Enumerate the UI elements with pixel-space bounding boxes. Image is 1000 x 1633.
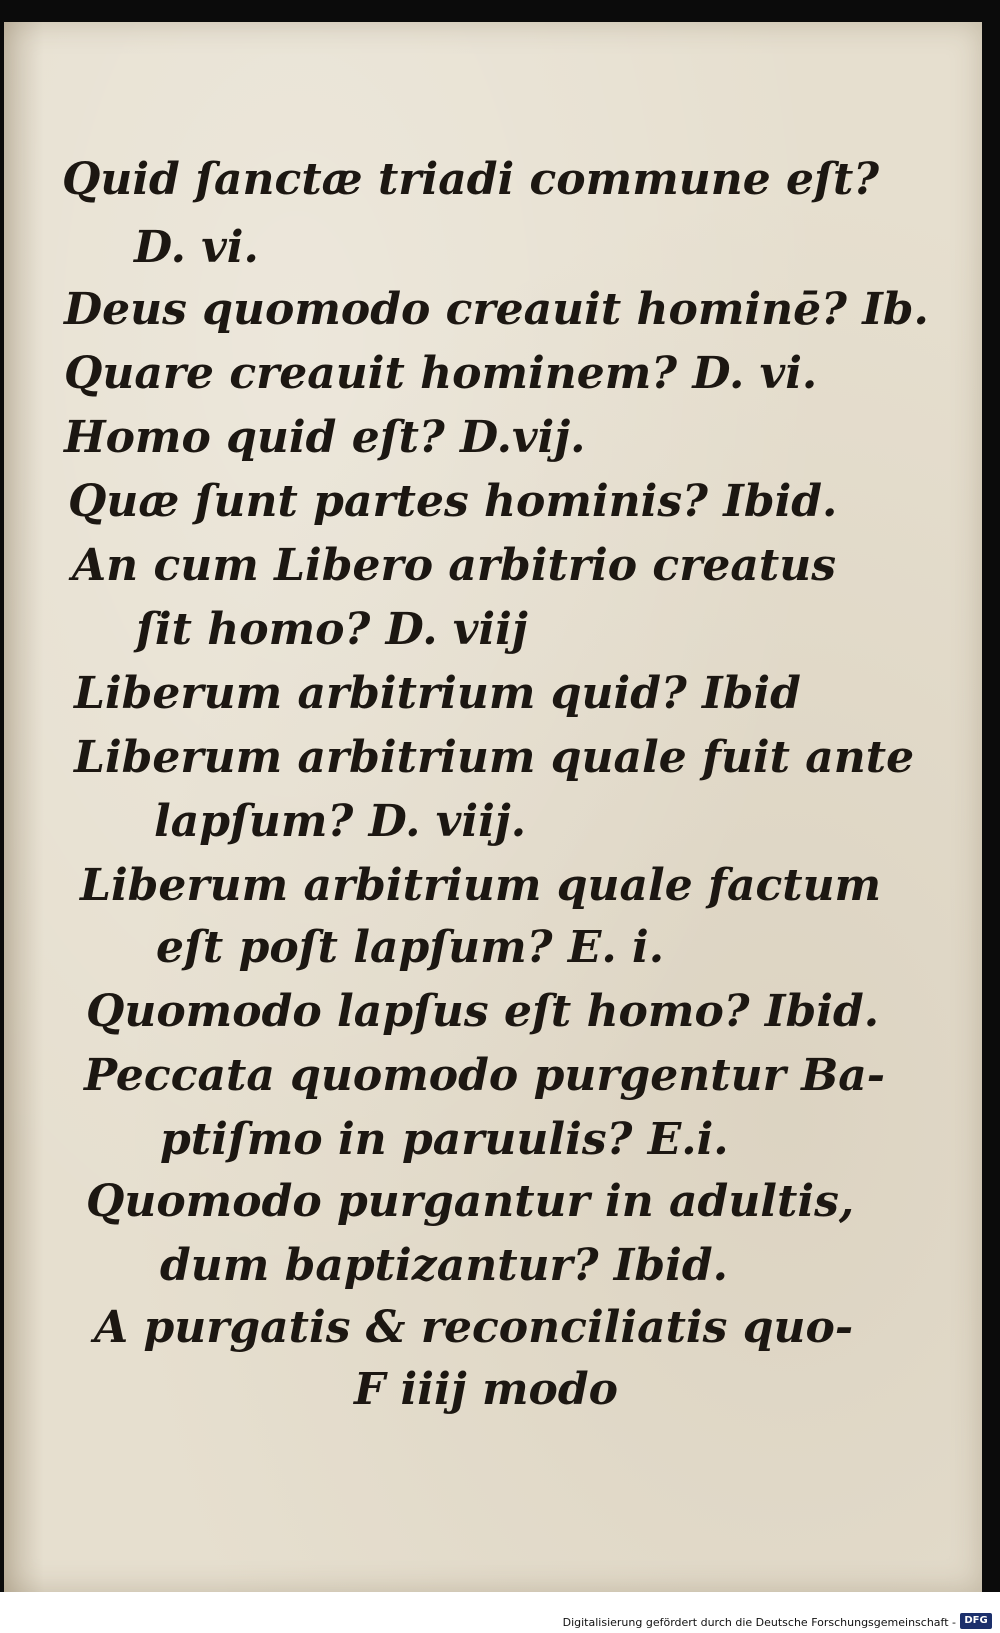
text-line: A purgatis & reconciliatis quo- [94,1302,854,1353]
text-line: An cum Libero arbitrio creatus [72,540,836,591]
text-line: Quomodo purgantur in adultis, [86,1176,855,1227]
page-text [4,22,982,1592]
text-line: D. vi. [134,222,259,273]
text-line: F iiij modo [354,1364,618,1415]
text-line: Homo quid eſt? D.vij. [64,412,586,463]
digitization-credit: Digitalisierung gefördert durch die Deutsche Forschungsgemeinschaft - [562,1616,956,1629]
text-line: lapſum? D. viij. [154,796,527,847]
text-line: Quomodo lapſus eſt homo? Ibid. [86,986,880,1037]
text-line: Liberum arbitrium quid? Ibid [74,668,801,719]
book-page [4,22,982,1592]
text-line: Quæ ſunt partes hominis? Ibid. [68,476,838,527]
text-line: dum baptizantur? Ibid. [160,1240,728,1291]
text-line: Liberum arbitrium quale fuit ante [74,732,915,783]
text-line: Liberum arbitrium quale factum [80,860,882,911]
text-line: Deus quomodo creauit hominē? Ib. [64,284,929,335]
text-line: ſit homo? D. viij [136,604,528,655]
text-line: Quare creauit hominem? D. vi. [64,348,818,399]
dfg-logo: DFG [960,1613,992,1629]
text-line: Peccata quomodo purgentur Ba- [84,1050,886,1101]
text-line: eſt poſt lapſum? E. i. [156,922,665,973]
text-line: Quid ſanctæ triadi commune eſt? [62,154,880,205]
text-line: ptiſmo in paruulis? E.i. [160,1114,729,1165]
